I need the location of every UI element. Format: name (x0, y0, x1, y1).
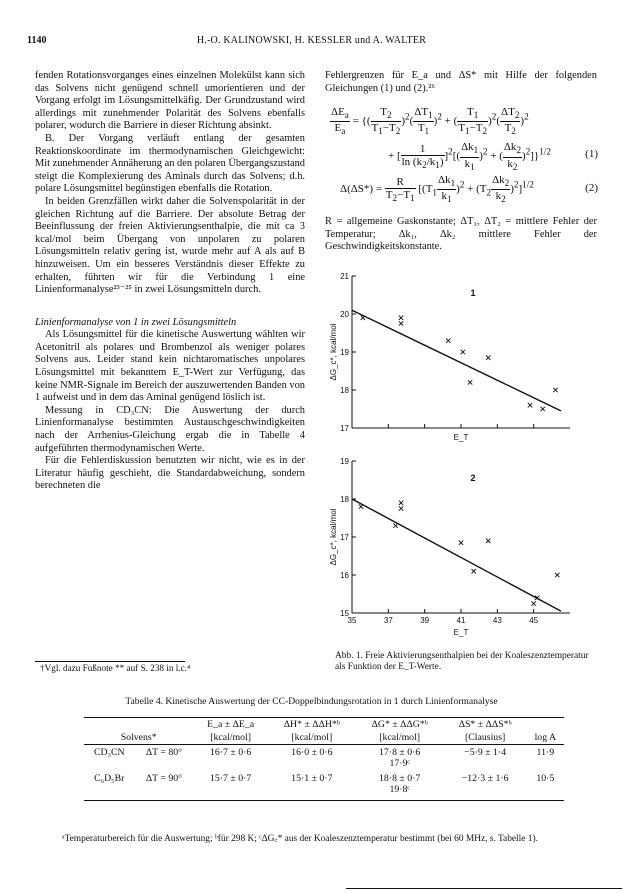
table-header: log A (527, 731, 564, 745)
loga-cell: 10·5 (527, 771, 564, 801)
data-point (359, 504, 363, 508)
running-header: H.-O. KALINOWSKI, H. KESSLER und A. WALTER (196, 35, 427, 46)
left-column (35, 70, 305, 493)
y-tick-label: 17 (340, 424, 349, 433)
y-tick-label: 15 (340, 609, 349, 618)
table-header: [kcal/mol] (356, 731, 444, 745)
dg-coalescence-value: 19·8ᶜ (389, 784, 410, 795)
dh-cell: 16·0 ± 0·6 (291, 747, 333, 758)
temperature-range-cell: ΔT = 80° (145, 747, 183, 758)
table-note: ᵃTemperaturbereich für die Auswertung; ᵇfür 298 K; ᶜΔG꜀* aus der Koaleszenztemperatur bestimmt (bei 60 MHz, s. Tabelle 1). (62, 834, 538, 844)
table-header: [kcal/mol] (268, 731, 356, 745)
x-tick-label: 45 (529, 616, 539, 625)
et-correlation-chart (330, 268, 600, 646)
x-tick-label: 43 (492, 616, 502, 625)
dh-cell: 15·1 ± 0·7 (268, 771, 356, 801)
data-point (361, 316, 365, 320)
data-point (553, 388, 557, 392)
equation-2: Δ(ΔS*) = $\frac{R}{T_2-T_1}$ [($T_1$ $\frac{\Delta k_1}{k_1}$ )$^2 + (T_2$ $\frac{\Delta k_2}{k_2}$ )$^2$]$^{1/2}$ (2) (340, 174, 598, 205)
ds-cell: −12·3 ± 1·6 (444, 771, 527, 801)
dg-coalescence-value: 17·9ᶜ (389, 758, 410, 769)
legend-text: R = allgemeine Gaskonstante; ΔT₁, ΔT₂ = mittlere Fehler der Temperatur; Δk₁, Δk₂ mittlere Fehler der Geschwindigkeitskonstante. (325, 216, 597, 253)
section-subheading: Linienformanalyse von 1 in zwei Lösungsmitteln (35, 316, 237, 328)
table-header: Solvens* (84, 731, 193, 745)
right-column-intro: Fehlergrenzen für E_a und ΔS* mit Hilfe der folgenden Gleichungen (1) und (2).²⁶ (325, 70, 597, 94)
chart-panel-1 (329, 272, 570, 442)
x-tick-label: 35 (347, 616, 357, 625)
y-tick-label: 19 (340, 457, 349, 466)
x-tick-label: 37 (383, 616, 393, 625)
dg-cell (356, 771, 444, 801)
table-row (84, 771, 564, 801)
y-tick-label: 19 (340, 348, 349, 357)
page-end-rule (346, 888, 622, 889)
y-tick-label: 21 (340, 272, 349, 281)
data-point (486, 356, 490, 360)
paragraph: fenden Rotationsvorganges eines einzelnen Molekülst kann sich das Solvens nicht genügend schnell umorientieren und der Vorgang erfolgt im Lösungsmittelkäfig. Der Grundzustand wird allerdings mit zunehmender Polarität des Solvens ebenfalls polarer, wodurch die Barriere in dieser Richtung absinkt. (35, 70, 305, 132)
y-tick-label: 20 (340, 310, 349, 319)
data-point (472, 569, 476, 573)
table-header: E_a ± ΔE_a (193, 718, 268, 732)
x-axis-label: E_T (453, 628, 469, 637)
regression-line (352, 310, 561, 411)
y-tick-label: 17 (340, 533, 349, 542)
ds-cell: −5·9 ± 1·4 (464, 747, 507, 758)
dg-value: 18·8 ± 0·7 (379, 773, 421, 784)
table-header (527, 718, 564, 732)
data-point (468, 380, 472, 384)
table-header: ΔS* ± ΔΔS*ᵇ (444, 718, 527, 732)
table-caption: Tabelle 4. Kinetische Auswertung der CC-Doppelbindungsrotation in 1 durch Linienformanalyse (125, 696, 498, 707)
paragraph: Für die Fehlerdiskussion benutzten wir nicht, wie es in der Literatur häufig geschieht, die Standardabweichung, sondern berechneten die (35, 455, 305, 492)
panel-label: 1 (470, 288, 476, 298)
page-number: 1140 (27, 35, 47, 46)
y-axis-label: ΔG_c*, kcal/mol (329, 508, 338, 566)
data-point (486, 539, 490, 543)
x-tick-label: 41 (456, 616, 466, 625)
data-point (446, 338, 450, 342)
table-header (84, 718, 193, 732)
ea-cell: 16·7 ± 0·6 (209, 747, 252, 758)
data-point (399, 501, 403, 505)
panel-label: 2 (470, 473, 476, 483)
data-point (541, 407, 545, 411)
table-header: [kcal/mol] (193, 731, 268, 745)
regression-line (352, 499, 561, 611)
data-point (461, 350, 465, 354)
solvent-cell: C₆D₅Br (84, 771, 135, 801)
equation-number: (1) (585, 148, 598, 160)
y-tick-label: 18 (340, 495, 349, 504)
table-row (84, 745, 564, 772)
paragraph: In beiden Grenzfällen wirkt daher die Solvenspolarität in der gleichen Richtung auf die Barriere. Der absolute Betrag der Beeinflussung der freien Aktivierungsenthalpie, die mit ca 3 kcal/mol beim Übergang von unpolaren zu polaren Lösungsmitteln relativ gering ist, wurde mehr auf A als auf B hinzuweisen. Um ein besseres Verständnis dieser Effekte zu erhalten, führten wir für die Verbindung 1 eine Linienformanalyse²³⁻²⁵ in zwei Lösungsmitteln durch. (35, 195, 305, 296)
footnote-rule (35, 661, 185, 662)
x-tick-label: 39 (420, 616, 430, 625)
footnote: †Vgl. dazu Fußnote ** auf S. 238 in l.c.⁴ (40, 663, 191, 673)
chart-panel-2 (329, 457, 570, 637)
x-axis-label: E_T (453, 433, 469, 442)
data-point (555, 573, 559, 577)
table-header: ΔH* ± ΔΔH*ᵇ (268, 718, 356, 732)
ea-cell: 15·7 ± 0·7 (193, 771, 268, 801)
equation-number: (2) (585, 182, 598, 194)
table-header: ΔG* ± ΔΔG*ᵇ (356, 718, 444, 732)
table-header: [Clausius] (444, 731, 527, 745)
equation-1: $\frac{\Delta E_a}{E_a}$ = {( $\frac{T_2}{T_1-T_2}$ )$^2$( $\frac{\Delta T_1}{T_1}$ )$^2$ + ( $\frac{T_1}{T_1-T_2}$ )$^2$( $\frac{\Delta T_2}{T_2}$ )$^2$ + [ $\frac{1}{\ln (k_2/k_1)}$ ]$^2$[( $\frac{\Delta k_1}{k_1}$ )$^2$ + ( $\frac{\Delta k_2}{k_2}$ )$^2$]}$^{1/2}$ (1) (331, 106, 598, 172)
solvent-cell: CD₃CN (93, 747, 125, 758)
data-point (459, 541, 463, 545)
temperature-range-cell: ΔT = 90° (135, 771, 194, 801)
data-point (399, 316, 403, 320)
data-point (399, 506, 403, 510)
y-tick-label: 16 (340, 571, 349, 580)
figure-caption: Abb. 1. Freie Aktivierungsenthalpien bei der Koaleszenztemperatur als Funktion der E_T-Werte. (335, 651, 589, 672)
paragraph: Als Lösungsmittel für die kinetische Auswertung wählten wir Acetonitril als polares und Brombenzol als weniger polares Solvens aus. Leider stand kein nichtaromatisches unpolares Lösungsmittel mit bekanntem E_T-Wert zur Verfügung, das keine NMR-Signale im Bereich der auszuwertenden Banden von 1 aufweist und in dem das Aminal genügend löslich ist. (35, 329, 305, 404)
data-point (531, 601, 535, 605)
paragraph: B. Der Vorgang verläuft entlang der gesamten Reaktionskoordinate im thermodynamischen Gleichgewicht: Mit zunehmender Annäherung an den polaren Übergangszustand steigt die Komplexierung des Aminals durch das Solvens; d.h. polare Lösungsmittel begünstigen ebenfalls die Rotation. (35, 132, 305, 195)
data-point (528, 403, 532, 407)
loga-cell: 11·9 (536, 747, 555, 758)
paragraph: Messung in CD₃CN: Die Auswertung der durch Linienformanalyse bestimmten Austauschgeschwindigkeiten nach der Arrhenius-Gleichung ergab die in Tabelle 4 aufgeführten thermodynamischen Werte. (35, 404, 305, 454)
dg-cell (356, 745, 444, 772)
dg-value: 17·8 ± 0·6 (379, 747, 421, 758)
data-point (399, 321, 403, 325)
y-tick-label: 18 (340, 386, 349, 395)
data-point (393, 523, 397, 527)
table-4 (84, 717, 564, 801)
y-axis-label: ΔG_c*, kcal/mol (329, 323, 338, 381)
